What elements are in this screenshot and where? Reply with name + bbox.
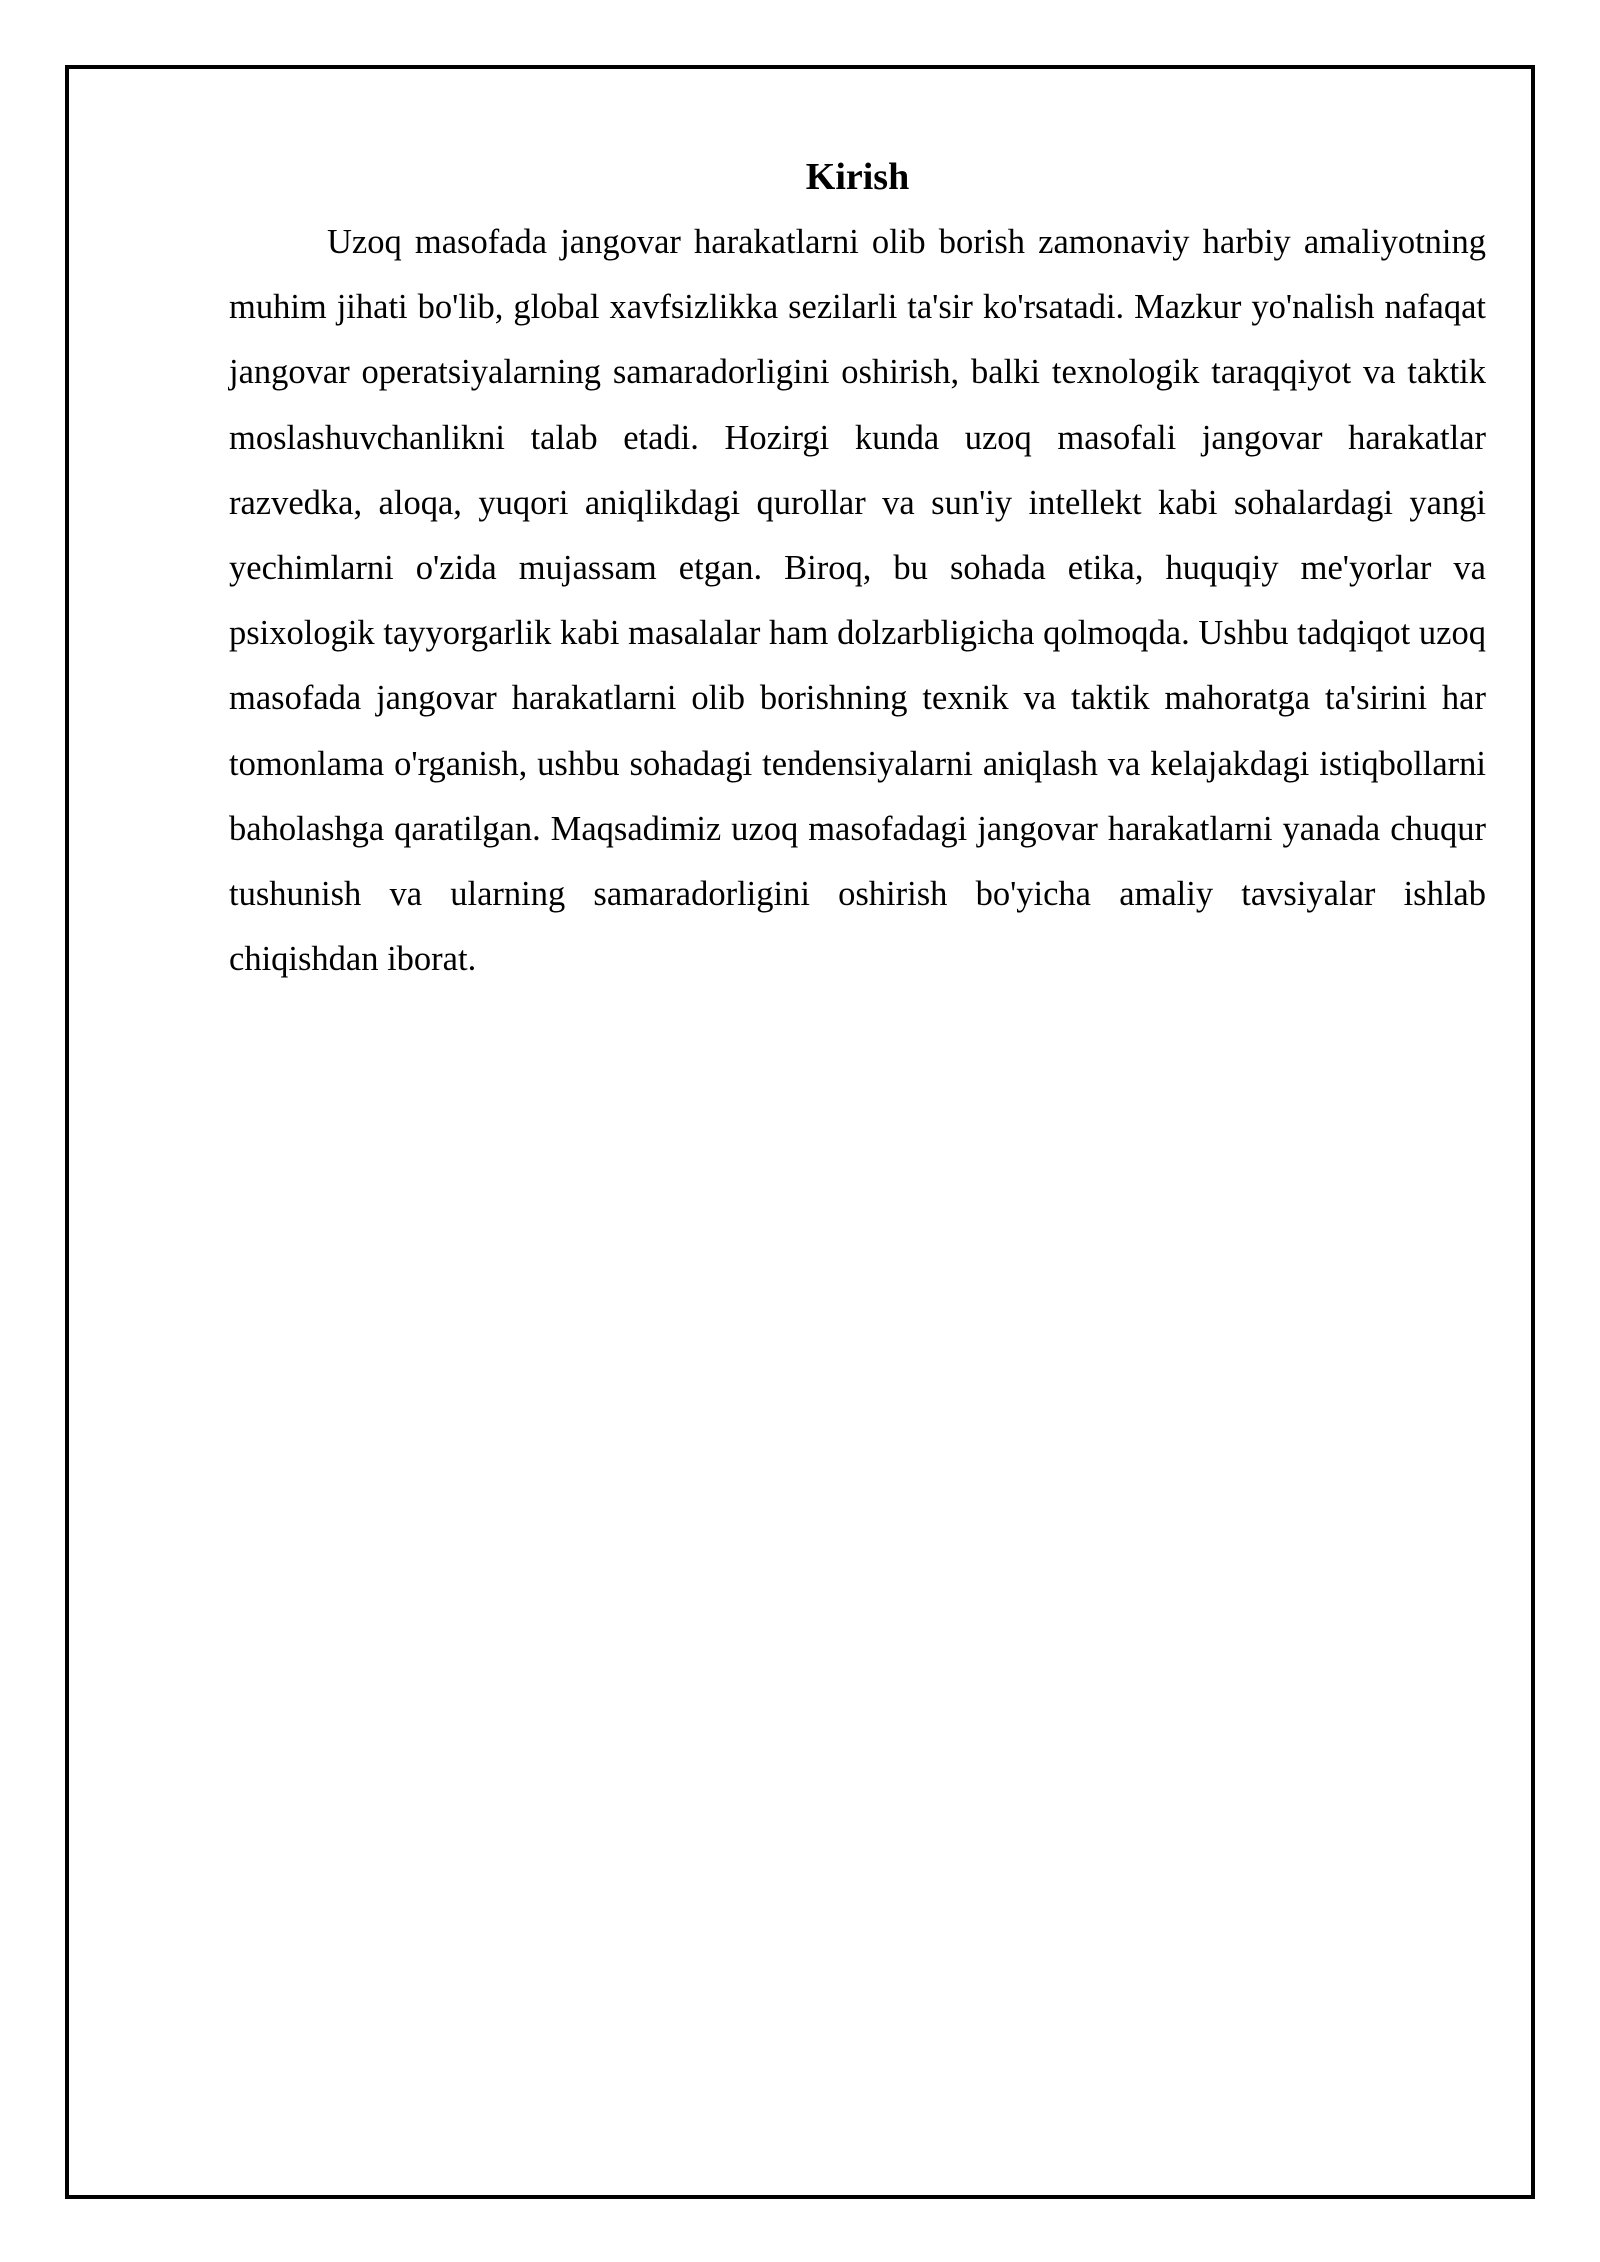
document-body [229,150,1486,992]
document-title: Kirish [805,156,910,198]
intro-paragraph: Uzoq masofada jangovar harakatlarni olib borish zamonaviy harbiy amaliyotning muhim jihati bo'lib, global xavfsizlikka sezilarli ta'sir ko'rsatadi. Mazkur yo'nalish nafaqat jangovar operatsiyalarning samaradorligini oshirish, balki texnologik taraqqiyot va taktik moslashuvchanlikni talab etadi. Hozirgi kunda uzoq masofali jangovar harakatlar razvedka, aloqa, yuqori aniqlikdagi qurollar va sun'iy intellekt kabi sohalardagi yangi yechimlarni o'zida mujassam etgan. Biroq, bu sohada etika, huquqiy me'yorlar va psixologik tayyorgarlik kabi masalalar ham dolzarbligicha qolmoqda. Ushbu tadqiqot uzoq masofada jangovar harakatlarni olib borishning texnik va taktik mahoratga ta'sirini har tomonlama o'rganish, ushbu sohadagi tendensiyalarni aniqlash va kelajakdagi istiqbollarni baholashga qaratilgan. Maqsadimiz uzoq masofadagi jangovar harakatlarni yanada chuqur tushunish va ularning samaradorligini oshirish bo'yicha amaliy tavsiyalar ishlab chiqishdan iborat. [229,223,1486,979]
